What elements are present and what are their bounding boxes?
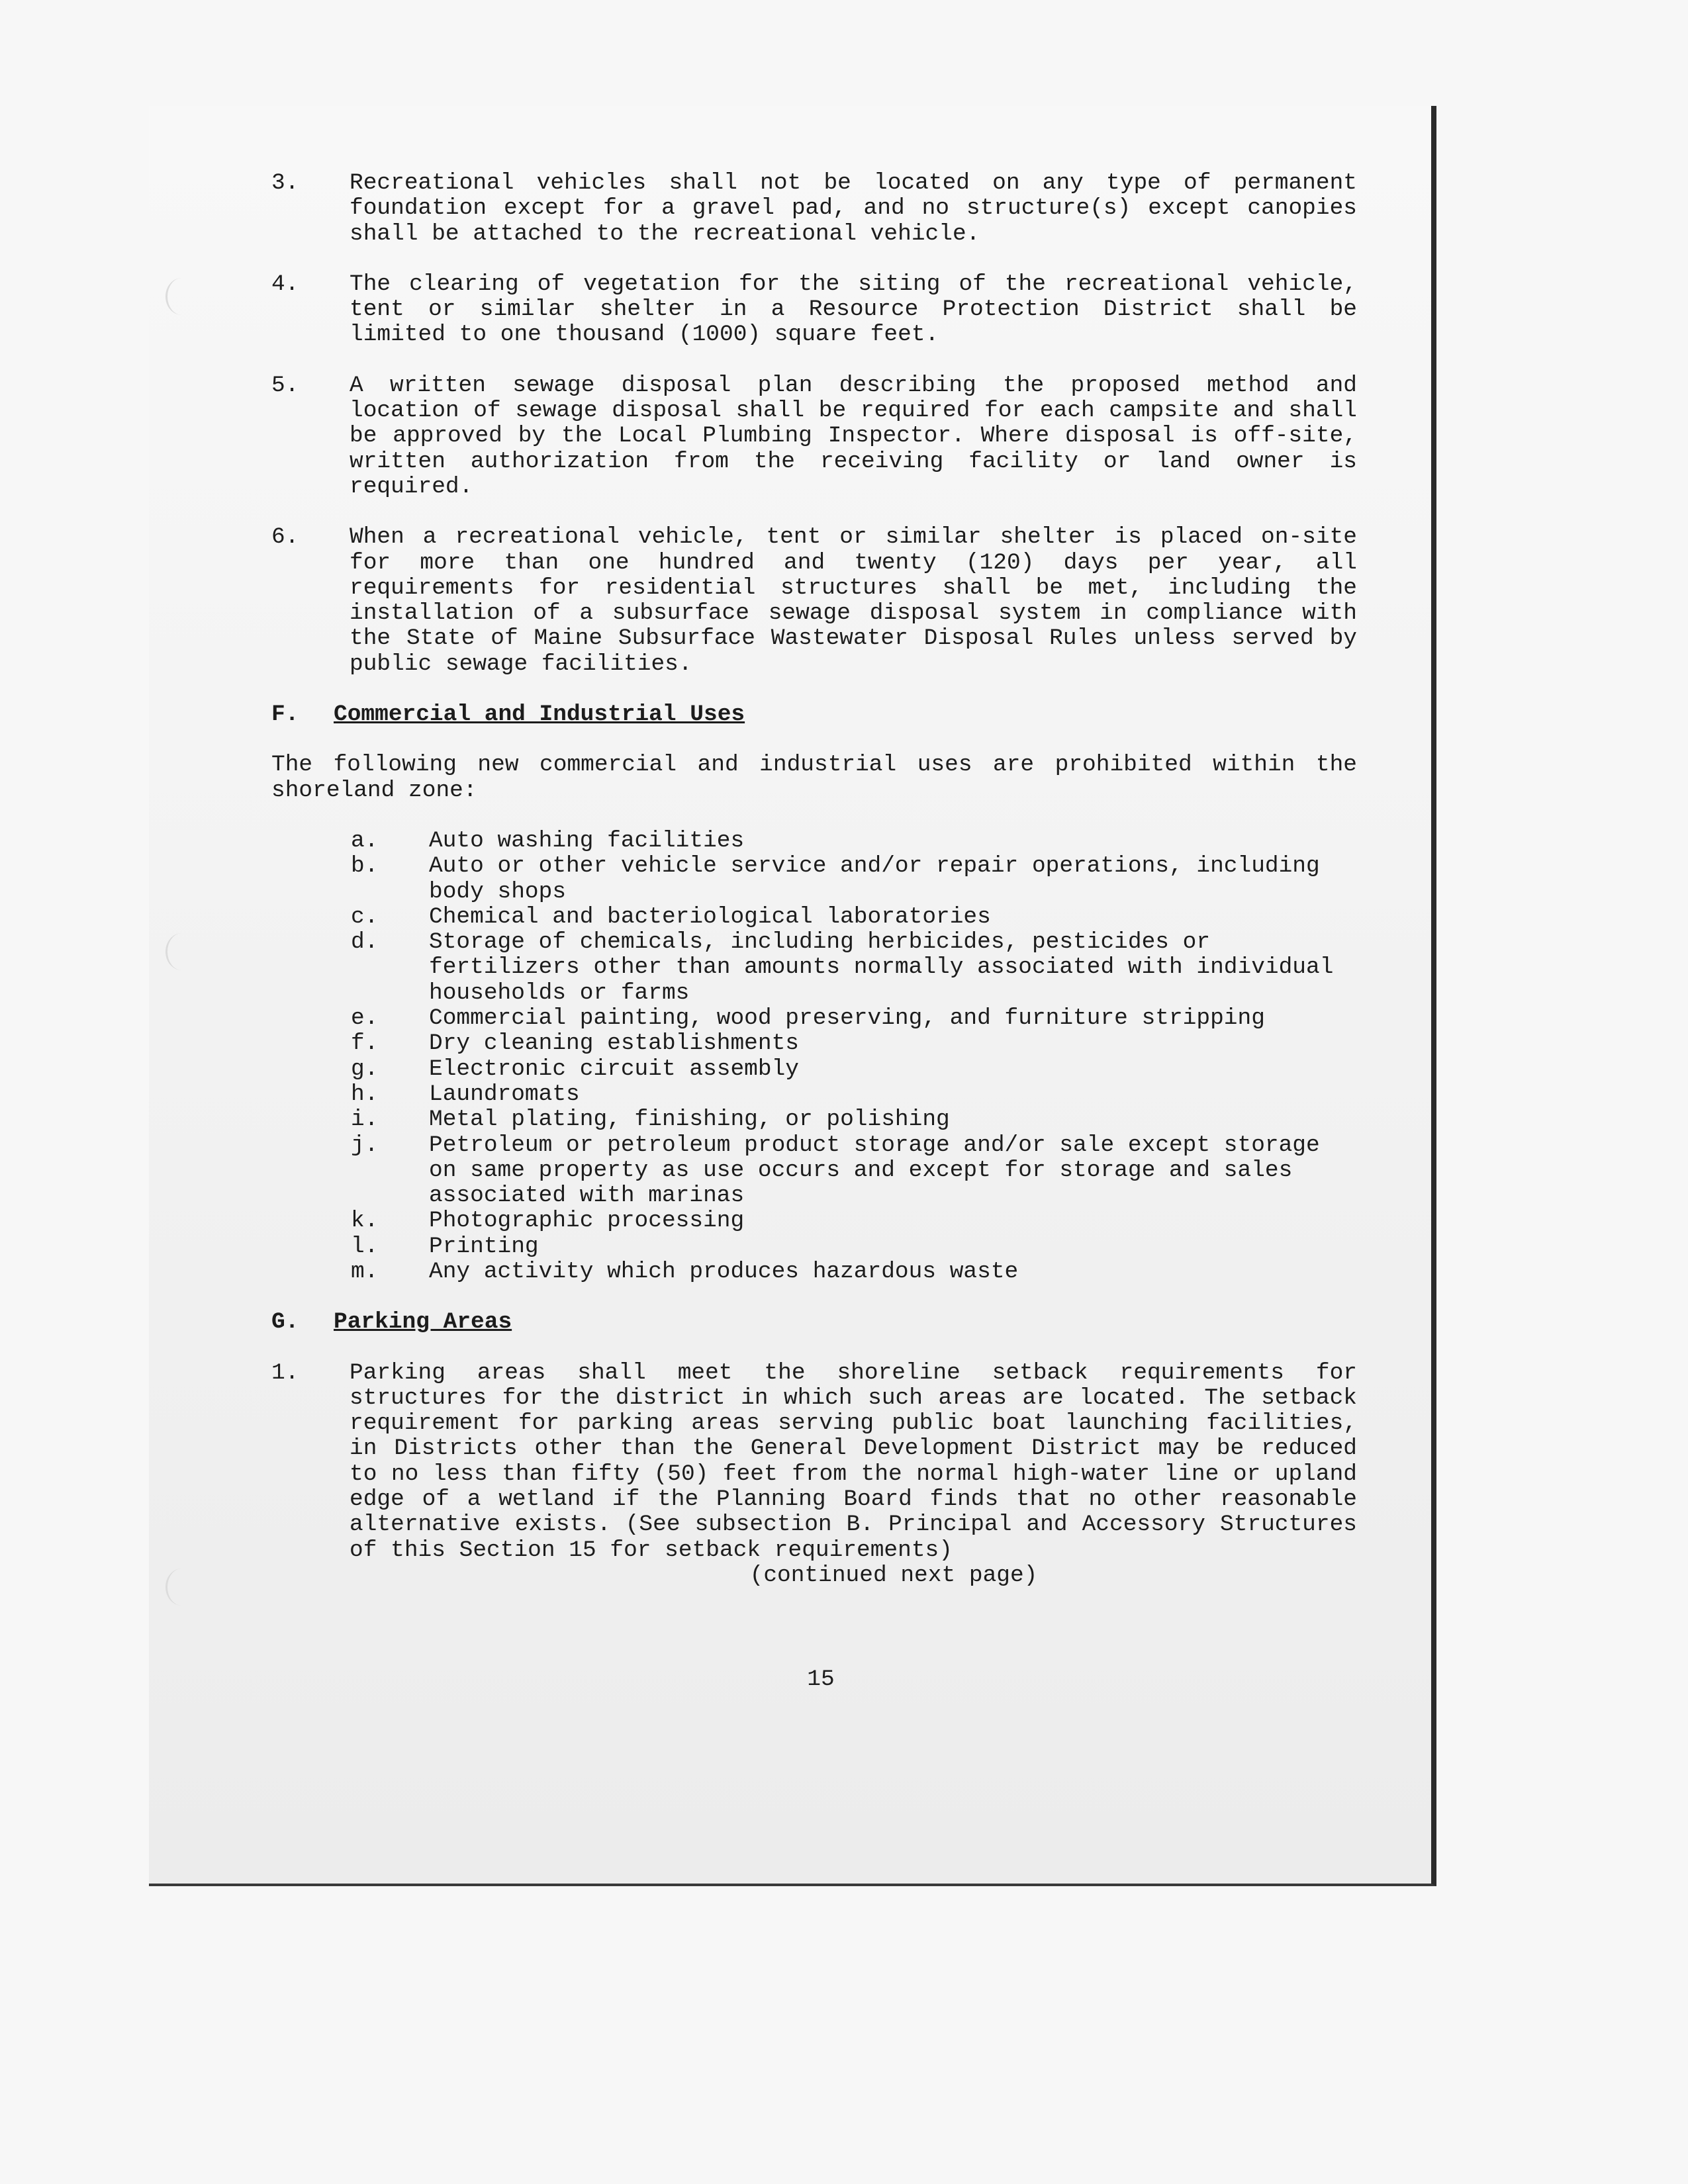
list-letter: a.	[351, 827, 379, 854]
list-text: Photographic processing	[429, 1208, 745, 1234]
item-text: A written sewage disposal plan describing the proposed method and location of sewage disposal shall be required for each campsite and shall be approved by the Local Plumbing Inspector. Where disposal is off-site, written authorization from the receiving facility or land owner is required.	[350, 372, 1357, 500]
list-text: Dry cleaning establishments	[429, 1030, 799, 1057]
list-item-d	[351, 930, 1357, 1006]
list-letter: j.	[351, 1132, 379, 1158]
list-letter: e.	[351, 1005, 379, 1032]
list-text: Laundromats	[429, 1081, 580, 1107]
list-text: Commercial painting, wood preserving, and furniture stripping	[429, 1005, 1265, 1032]
list-text: Storage of chemicals, including herbicides, pesticides or fertilizers other than amounts normally associated with individual households or farms	[429, 929, 1334, 1006]
page-number: 15	[807, 1666, 835, 1692]
numbered-item-5	[271, 373, 1357, 500]
list-letter: l.	[351, 1233, 379, 1259]
list-letter: g.	[351, 1056, 379, 1082]
list-text: Any activity which produces hazardous waste	[429, 1258, 1019, 1285]
list-letter: i.	[351, 1107, 379, 1133]
item-number: 5.	[271, 372, 299, 398]
list-item-h	[351, 1082, 1357, 1107]
parking-item-1	[271, 1361, 1357, 1563]
list-letter: d.	[351, 929, 379, 956]
list-text: Auto washing facilities	[429, 827, 745, 854]
list-item-i	[351, 1107, 1357, 1132]
list-letter: h.	[351, 1081, 379, 1107]
item-number: 1.	[271, 1359, 299, 1386]
list-text: Printing	[429, 1233, 539, 1259]
list-item-e	[351, 1006, 1357, 1031]
list-item-b	[351, 854, 1357, 905]
list-item-j	[351, 1133, 1357, 1209]
list-item-l	[351, 1234, 1357, 1259]
item-text: Recreational vehicles shall not be located on any type of permanent foundation except for a gravel pad, and no structure(s) except canopies shall be attached to the recreational vehicle.	[350, 170, 1357, 247]
item-text: When a recreational vehicle, tent or similar shelter is placed on-site for more than one hundred and twenty (120) days per year, all requirements for residential structures shall be met, including the installation of a subsurface sewage disposal system in compliance with the State of Maine Subsurface Wastewater Disposal Rules unless served by public sewage facilities.	[350, 524, 1357, 677]
prohibited-uses-list	[351, 829, 1357, 1285]
continued-note: (continued next page)	[749, 1562, 1038, 1588]
list-letter: f.	[351, 1030, 379, 1057]
section-title: Commercial and Industrial Uses	[334, 702, 745, 728]
numbered-item-6	[271, 525, 1357, 677]
list-text: Metal plating, finishing, or polishing	[429, 1107, 950, 1133]
punch-hole-mark-middle	[165, 933, 198, 970]
section-f-intro: The following new commercial and industrial uses are prohibited within the shoreland zone:	[271, 752, 1357, 803]
list-text: Auto or other vehicle service and/or repair operations, including body shops	[429, 853, 1320, 905]
list-item-k	[351, 1208, 1357, 1234]
list-item-a	[351, 829, 1357, 854]
punch-hole-mark-bottom	[165, 1569, 198, 1606]
list-letter: c.	[351, 903, 379, 930]
item-text: Parking areas shall meet the shoreline setback requirements for structures for the district in which such areas are located. The setback requirement for parking areas serving public boat launching facilities, in Districts other than the General Development District may be reduced to no less than fifty (50) feet from the normal high-water line or upland edge of a wetland if the Planning Board finds that no other reasonable alternative exists. (See subsection B. Principal and Accessory Structures of this Section 15 for setback requirements)	[350, 1359, 1357, 1563]
list-text: Petroleum or petroleum product storage and/or sale except storage on same property as use occurs and except for storage and sales associated with marinas	[429, 1132, 1320, 1209]
numbered-item-4	[271, 272, 1357, 348]
document-page	[271, 171, 1357, 1588]
item-text: The clearing of vegetation for the siting of the recreational vehicle, tent or similar shelter in a Resource Protection District shall be limited to one thousand (1000) square feet.	[350, 271, 1357, 348]
numbered-item-3	[271, 171, 1357, 247]
list-letter: k.	[351, 1208, 379, 1234]
list-item-g	[351, 1057, 1357, 1082]
list-letter: m.	[351, 1258, 379, 1285]
punch-hole-mark-top	[165, 278, 198, 315]
list-item-c	[351, 905, 1357, 930]
list-item-m	[351, 1259, 1357, 1285]
section-letter: G.	[271, 1309, 299, 1336]
item-number: 3.	[271, 170, 299, 196]
section-f-heading	[271, 702, 1357, 727]
list-text: Chemical and bacteriological laboratories	[429, 903, 991, 930]
section-g-heading	[271, 1310, 1357, 1335]
section-letter: F.	[271, 702, 299, 728]
list-item-f	[351, 1031, 1357, 1056]
item-number: 4.	[271, 271, 299, 297]
list-letter: b.	[351, 853, 379, 880]
list-text: Electronic circuit assembly	[429, 1056, 799, 1082]
item-number: 6.	[271, 524, 299, 551]
section-title: Parking Areas	[334, 1309, 512, 1336]
